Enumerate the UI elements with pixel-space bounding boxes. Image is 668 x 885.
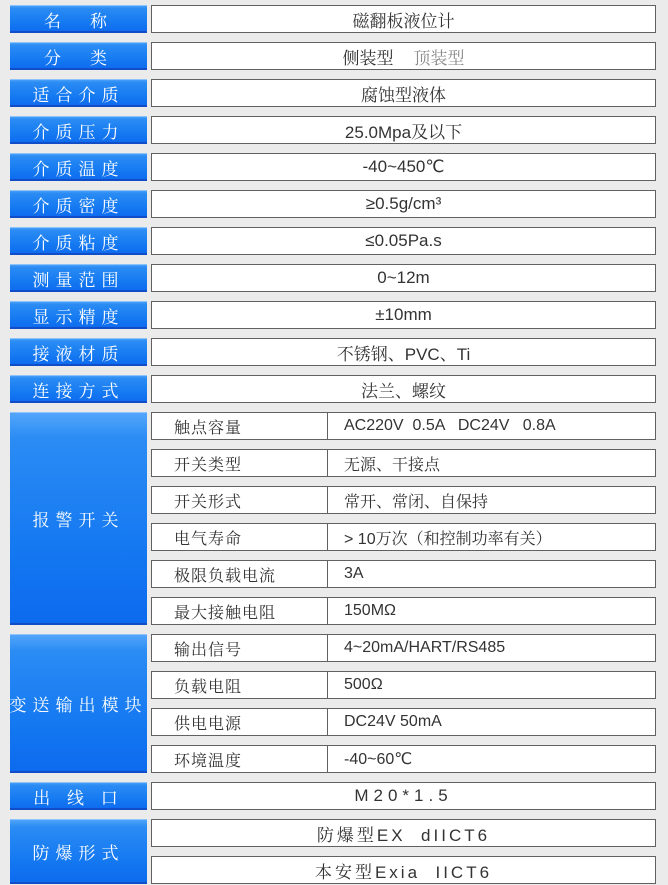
subrow-switch-type-value: 无源、干接点 bbox=[344, 456, 441, 474]
subrow-max-contact-resistance bbox=[151, 597, 656, 625]
subrow-output-signal-value: 4~20mA/HART/RS485 bbox=[344, 639, 506, 656]
row-connection-type bbox=[10, 375, 656, 403]
subrow-limit-load-current-name: 极限负载电流 bbox=[152, 561, 328, 587]
row-classification-value bbox=[151, 42, 656, 70]
subrow-electrical-life bbox=[151, 523, 656, 551]
row-connection-type-value: 法兰、螺纹 bbox=[151, 375, 656, 403]
row-classification bbox=[10, 42, 656, 70]
alarm-switch-section bbox=[10, 412, 656, 625]
subrow-max-contact-resistance-value: 150MΩ bbox=[344, 602, 396, 619]
row-name-value: 磁翻板液位计 bbox=[151, 5, 656, 33]
row-wetted-material-label: 接液材质 bbox=[10, 338, 147, 366]
row-suitable-medium bbox=[10, 79, 656, 107]
row-suitable-medium-label: 适合介质 bbox=[10, 79, 147, 107]
row-medium-pressure-label: 介质压力 bbox=[10, 116, 147, 144]
row-medium-pressure-value: 25.0Mpa及以下 bbox=[151, 116, 656, 144]
row-medium-viscosity bbox=[10, 227, 656, 255]
alarm-switch-rows bbox=[151, 412, 656, 625]
row-measuring-range bbox=[10, 264, 656, 292]
explosion-proof-rows bbox=[151, 819, 656, 884]
row-classification-label: 分 类 bbox=[10, 42, 147, 70]
row-medium-temperature-value: -40~450℃ bbox=[151, 153, 656, 181]
row-medium-viscosity-label: 介质粘度 bbox=[10, 227, 147, 255]
row-display-accuracy-label: 显示精度 bbox=[10, 301, 147, 329]
subrow-switch-form-value: 常开、常闭、自保持 bbox=[344, 493, 489, 511]
subrow-output-signal bbox=[151, 634, 656, 662]
row-medium-density-label: 介质密度 bbox=[10, 190, 147, 218]
row-measuring-range-value: 0~12m bbox=[151, 264, 656, 292]
subrow-ambient-temperature-value: -40~60℃ bbox=[344, 751, 413, 768]
classification-side-mounted: 侧装型 bbox=[342, 48, 394, 68]
subrow-contact-capacity-name: 触点容量 bbox=[152, 413, 328, 439]
explosion-proof-section-label: 防爆形式 bbox=[10, 819, 147, 884]
subrow-contact-capacity bbox=[151, 412, 656, 440]
subrow-switch-form-name: 开关形式 bbox=[152, 487, 328, 513]
explosion-proof-type-ex: 防爆型EX dIICT6 bbox=[151, 819, 656, 847]
row-connection-type-label: 连接方式 bbox=[10, 375, 147, 403]
intrinsically-safe-type-exia: 本安型Exia IICT6 bbox=[151, 856, 656, 884]
subrow-ambient-temperature bbox=[151, 745, 656, 773]
subrow-load-resistance bbox=[151, 671, 656, 699]
subrow-switch-form bbox=[151, 486, 656, 514]
row-medium-temperature-label: 介质温度 bbox=[10, 153, 147, 181]
transmitter-output-section-label: 变送输出模块 bbox=[10, 634, 147, 773]
row-medium-density-value: ≥0.5g/cm³ bbox=[151, 190, 656, 218]
subrow-switch-type-name: 开关类型 bbox=[152, 450, 328, 476]
row-medium-density bbox=[10, 190, 656, 218]
subrow-limit-load-current-value: 3A bbox=[344, 565, 364, 582]
row-name bbox=[10, 5, 656, 33]
subrow-power-supply bbox=[151, 708, 656, 736]
subrow-load-resistance-name: 负载电阻 bbox=[152, 672, 328, 698]
subrow-electrical-life-name: 电气寿命 bbox=[152, 524, 328, 550]
subrow-electrical-life-value: > 10万次（和控制功率有关） bbox=[344, 530, 552, 548]
row-medium-viscosity-value: ≤0.05Pa.s bbox=[151, 227, 656, 255]
explosion-proof-section bbox=[10, 819, 656, 884]
row-cable-outlet-label: 出 线 口 bbox=[10, 782, 147, 810]
subrow-load-resistance-value: 500Ω bbox=[344, 676, 383, 693]
row-display-accuracy bbox=[10, 301, 656, 329]
transmitter-output-section bbox=[10, 634, 656, 773]
row-display-accuracy-value: ±10mm bbox=[151, 301, 656, 329]
row-measuring-range-label: 测量范围 bbox=[10, 264, 147, 292]
row-suitable-medium-value: 腐蚀型液体 bbox=[151, 79, 656, 107]
alarm-switch-section-label: 报警开关 bbox=[10, 412, 147, 625]
subrow-max-contact-resistance-name: 最大接触电阻 bbox=[152, 598, 328, 624]
row-wetted-material bbox=[10, 338, 656, 366]
transmitter-output-rows bbox=[151, 634, 656, 773]
subrow-power-supply-value: DC24V 50mA bbox=[344, 713, 442, 730]
subrow-contact-capacity-value: AC220V 0.5A DC24V 0.8A bbox=[344, 417, 556, 434]
row-medium-temperature bbox=[10, 153, 656, 181]
subrow-switch-type bbox=[151, 449, 656, 477]
row-cable-outlet-value: M20*1.5 bbox=[151, 782, 656, 810]
row-name-label: 名 称 bbox=[10, 5, 147, 33]
subrow-ambient-temperature-name: 环境温度 bbox=[152, 746, 328, 772]
classification-top-mounted: 顶装型 bbox=[413, 48, 465, 68]
row-medium-pressure bbox=[10, 116, 656, 144]
row-wetted-material-value: 不锈钢、PVC、Ti bbox=[151, 338, 656, 366]
subrow-output-signal-name: 输出信号 bbox=[152, 635, 328, 661]
subrow-power-supply-name: 供电电源 bbox=[152, 709, 328, 735]
subrow-limit-load-current bbox=[151, 560, 656, 588]
row-cable-outlet bbox=[10, 782, 656, 810]
